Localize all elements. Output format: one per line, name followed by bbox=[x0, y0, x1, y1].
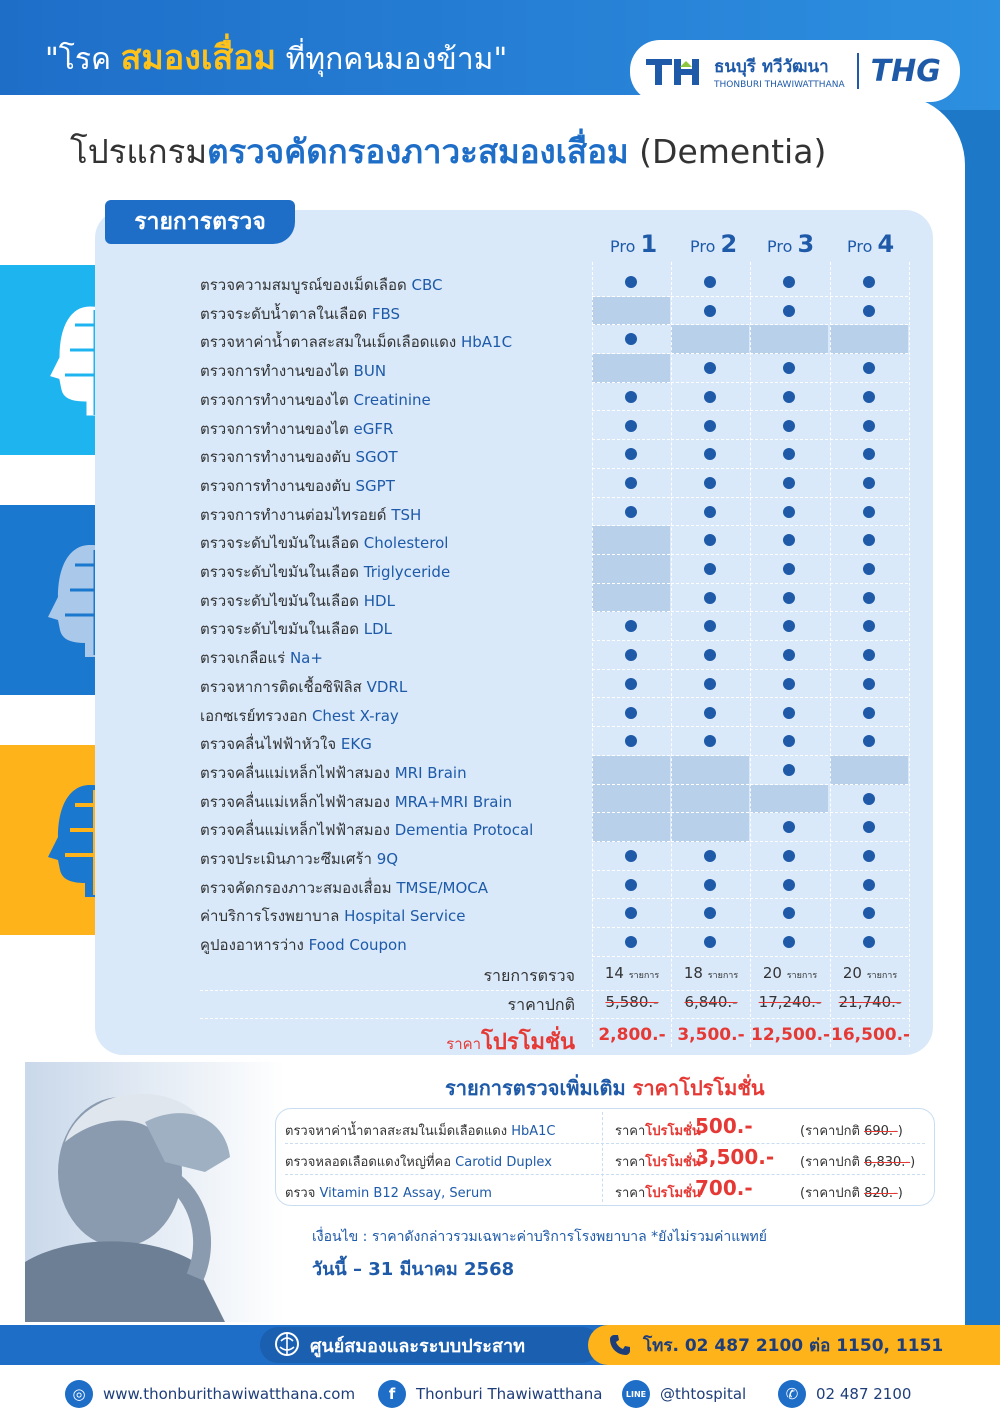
included-cell bbox=[830, 699, 908, 728]
included-cell bbox=[671, 612, 749, 641]
included-cell bbox=[750, 756, 828, 785]
included-dot bbox=[625, 735, 637, 747]
included-dot bbox=[704, 678, 716, 690]
included-cell bbox=[671, 498, 749, 527]
included-dot bbox=[625, 448, 637, 460]
included-dot bbox=[863, 735, 875, 747]
test-name: ตรวจคลื่นแม่เหล็กไฟฟ้าสมอง MRA+MRI Brain bbox=[200, 792, 513, 811]
included-dot bbox=[863, 879, 875, 891]
line-icon: LINE bbox=[622, 1380, 650, 1408]
promo-price-pro3: 12,500.- bbox=[751, 1025, 831, 1045]
table-row bbox=[200, 498, 910, 527]
phone-banner[interactable]: โทร. 02 487 2100 ต่อ 1150, 1151 bbox=[588, 1325, 1000, 1365]
included-dot bbox=[704, 448, 716, 460]
included-cell bbox=[592, 469, 670, 498]
included-cell bbox=[592, 612, 670, 641]
brain-icon bbox=[272, 1331, 302, 1359]
included-dot bbox=[783, 506, 795, 518]
table-row bbox=[200, 641, 910, 670]
included-cell bbox=[830, 670, 908, 699]
included-dot bbox=[704, 506, 716, 518]
included-dot bbox=[625, 936, 637, 948]
table-row bbox=[200, 383, 910, 412]
included-cell bbox=[592, 412, 670, 441]
promo-date: วันนี้ – 31 มีนาคม 2568 bbox=[312, 1259, 515, 1280]
column-divider bbox=[671, 262, 672, 1047]
excluded-cell bbox=[671, 756, 749, 785]
test-name: ตรวจระดับไขมันในเลือด Triglyceride bbox=[200, 563, 451, 581]
count-pro2: 18 รายการ bbox=[683, 964, 739, 982]
tel-link[interactable]: ✆ 02 487 2100 bbox=[778, 1380, 911, 1408]
included-dot bbox=[783, 592, 795, 604]
included-dot bbox=[783, 850, 795, 862]
included-cell bbox=[830, 641, 908, 670]
test-name: ตรวจการทำงานของไต eGFR bbox=[200, 419, 394, 438]
included-dot bbox=[863, 305, 875, 317]
test-name: ตรวจระดับไขมันในเลือด Cholesterol bbox=[200, 534, 449, 553]
excluded-cell bbox=[592, 526, 670, 555]
included-cell bbox=[592, 871, 670, 900]
table-row bbox=[200, 670, 910, 699]
included-cell bbox=[671, 699, 749, 728]
included-dot bbox=[704, 879, 716, 891]
included-cell bbox=[830, 297, 908, 326]
included-dot bbox=[863, 534, 875, 546]
table-row bbox=[200, 928, 910, 957]
included-dot bbox=[704, 907, 716, 919]
included-dot bbox=[704, 305, 716, 317]
included-dot bbox=[783, 448, 795, 460]
extra-item-row: ตรวจ Vitamin B12 Assay, Serum ราคาโปรโมชั่น 700.- (ราคาปกติ 820.-) bbox=[285, 1176, 903, 1201]
included-cell bbox=[830, 555, 908, 584]
column-divider bbox=[592, 262, 593, 1047]
hospital-logo bbox=[630, 40, 960, 102]
included-dot bbox=[863, 936, 875, 948]
table-row bbox=[200, 756, 910, 785]
test-name: ตรวจการทำงานของตับ SGOT bbox=[200, 448, 398, 467]
included-dot bbox=[783, 907, 795, 919]
test-name: ตรวจคลื่นแม่เหล็กไฟฟ้าสมอง Dementia Protocal bbox=[200, 821, 534, 840]
included-dot bbox=[783, 620, 795, 632]
included-cell bbox=[671, 469, 749, 498]
included-cell bbox=[750, 584, 828, 613]
table-row bbox=[200, 842, 910, 871]
included-dot bbox=[783, 764, 795, 776]
count-pro3: 20 รายการ bbox=[762, 964, 818, 982]
included-cell bbox=[671, 842, 749, 871]
column-divider bbox=[830, 262, 831, 1047]
included-cell bbox=[830, 584, 908, 613]
included-cell bbox=[750, 871, 828, 900]
table-row bbox=[200, 297, 910, 326]
phone-icon: ✆ bbox=[778, 1380, 806, 1408]
slogan-highlight: สมองเสื่อม bbox=[120, 38, 277, 78]
promo-price-pro1: 2,800.- bbox=[598, 1025, 666, 1045]
test-name: ตรวจคลื่นแม่เหล็กไฟฟ้าสมอง MRI Brain bbox=[200, 763, 467, 782]
included-cell bbox=[830, 412, 908, 441]
excluded-cell bbox=[592, 354, 670, 383]
included-cell bbox=[830, 727, 908, 756]
test-name: ตรวจการทำงานของตับ SGPT bbox=[200, 476, 395, 495]
included-cell bbox=[830, 440, 908, 469]
logo-thai-name: ธนบุรี ทวีวัฒนา bbox=[714, 56, 829, 77]
test-name: ตรวจการทำงานของไต Creatinine bbox=[200, 390, 431, 409]
included-dot bbox=[625, 850, 637, 862]
test-name: ตรวจคัดกรองภาวะสมองเสื่อม TMSE/MOCA bbox=[200, 878, 489, 897]
included-dot bbox=[704, 391, 716, 403]
count-label: รายการตรวจ bbox=[483, 966, 575, 985]
table-row bbox=[200, 699, 910, 728]
included-cell bbox=[830, 842, 908, 871]
included-cell bbox=[750, 555, 828, 584]
section-label: รายการตรวจ bbox=[105, 200, 295, 244]
included-cell bbox=[671, 555, 749, 584]
extra-section-title: รายการตรวจเพิ่มเติม ราคาโปรโมชั่น bbox=[445, 1076, 765, 1100]
elderly-man-photo bbox=[25, 1062, 285, 1322]
test-name: ตรวจเกลือแร่ Na+ bbox=[200, 649, 323, 668]
included-dot bbox=[704, 850, 716, 862]
included-dot bbox=[704, 563, 716, 575]
included-cell bbox=[830, 612, 908, 641]
included-dot bbox=[863, 592, 875, 604]
excluded-cell bbox=[592, 785, 670, 814]
included-dot bbox=[625, 678, 637, 690]
included-cell bbox=[750, 641, 828, 670]
included-cell bbox=[750, 469, 828, 498]
included-cell bbox=[671, 584, 749, 613]
table-row bbox=[200, 354, 910, 383]
excluded-cell bbox=[671, 785, 749, 814]
included-dot bbox=[863, 391, 875, 403]
included-cell bbox=[750, 412, 828, 441]
included-cell bbox=[750, 928, 828, 957]
included-dot bbox=[625, 649, 637, 661]
test-name: ตรวจประเมินภาวะซึมเศร้า 9Q bbox=[200, 850, 399, 868]
included-dot bbox=[863, 907, 875, 919]
included-cell bbox=[671, 871, 749, 900]
included-dot bbox=[704, 735, 716, 747]
excluded-cell bbox=[750, 325, 828, 354]
included-cell bbox=[830, 899, 908, 928]
test-name: ตรวจความสมบูรณ์ของเม็ดเลือด CBC bbox=[200, 276, 443, 294]
included-dot bbox=[863, 821, 875, 833]
included-cell bbox=[830, 871, 908, 900]
column-divider bbox=[750, 262, 751, 1047]
table-row bbox=[200, 899, 910, 928]
test-name: ตรวจระดับไขมันในเลือด HDL bbox=[200, 591, 395, 610]
thg-logo: THG bbox=[870, 53, 941, 89]
table-row bbox=[200, 555, 910, 584]
included-dot bbox=[863, 362, 875, 374]
included-dot bbox=[863, 793, 875, 805]
extra-item-row: ตรวจหลอดเลือดแดงใหญ่ที่คอ Carotid Duplex ราคาโปรโมชั่น 3,500.- (ราคาปกติ 6,830.-) bbox=[285, 1145, 916, 1170]
included-cell bbox=[592, 670, 670, 699]
excluded-cell bbox=[592, 813, 670, 842]
included-dot bbox=[783, 649, 795, 661]
included-dot bbox=[783, 936, 795, 948]
extra-promo-price: 500.- bbox=[695, 1114, 753, 1138]
included-cell bbox=[592, 727, 670, 756]
table-row bbox=[200, 412, 910, 441]
included-dot bbox=[625, 506, 637, 518]
test-name: ค่าบริการโรงพยาบาล Hospital Service bbox=[200, 907, 466, 926]
included-cell bbox=[750, 842, 828, 871]
included-cell bbox=[830, 268, 908, 297]
normal-price-pro2: 6,840.- bbox=[684, 993, 738, 1011]
excluded-cell bbox=[830, 756, 908, 785]
included-cell bbox=[750, 727, 828, 756]
excluded-cell bbox=[592, 584, 670, 613]
included-cell bbox=[592, 440, 670, 469]
column-header-pro4: Pro 4 bbox=[847, 230, 895, 258]
count-pro1: 14 รายการ bbox=[604, 964, 660, 982]
included-cell bbox=[592, 842, 670, 871]
included-dot bbox=[783, 305, 795, 317]
included-cell bbox=[830, 383, 908, 412]
excluded-cell bbox=[671, 325, 749, 354]
included-dot bbox=[783, 477, 795, 489]
included-cell bbox=[830, 354, 908, 383]
test-name: ตรวจการทำงานต่อมไทรอยด์ TSH bbox=[200, 505, 422, 524]
normal-price-pro3: 17,240.- bbox=[758, 993, 822, 1011]
extra-promo-price: 700.- bbox=[695, 1176, 753, 1200]
column-header-pro1: Pro 1 bbox=[610, 230, 658, 258]
included-dot bbox=[704, 620, 716, 632]
included-cell bbox=[671, 268, 749, 297]
table-row bbox=[200, 325, 910, 354]
test-name: ตรวจการทำงานของไต BUN bbox=[200, 362, 387, 381]
column-divider bbox=[909, 262, 910, 1047]
included-dot bbox=[625, 276, 637, 288]
excluded-cell bbox=[592, 756, 670, 785]
table-row bbox=[200, 526, 910, 555]
included-dot bbox=[625, 477, 637, 489]
included-cell bbox=[592, 325, 670, 354]
included-cell bbox=[750, 813, 828, 842]
included-cell bbox=[671, 440, 749, 469]
included-cell bbox=[750, 526, 828, 555]
included-dot bbox=[625, 333, 637, 345]
normal-price-pro1: 5,580.- bbox=[605, 993, 659, 1011]
included-cell bbox=[830, 526, 908, 555]
included-cell bbox=[750, 498, 828, 527]
included-cell bbox=[830, 498, 908, 527]
included-cell bbox=[671, 412, 749, 441]
line-link[interactable]: LINE @thtospital bbox=[622, 1380, 746, 1408]
included-dot bbox=[625, 707, 637, 719]
included-dot bbox=[863, 620, 875, 632]
included-cell bbox=[592, 641, 670, 670]
included-dot bbox=[783, 821, 795, 833]
included-cell bbox=[592, 498, 670, 527]
included-dot bbox=[863, 276, 875, 288]
included-cell bbox=[671, 354, 749, 383]
included-cell bbox=[830, 469, 908, 498]
included-dot bbox=[863, 563, 875, 575]
included-cell bbox=[750, 354, 828, 383]
table-row bbox=[200, 612, 910, 641]
included-cell bbox=[592, 899, 670, 928]
column-header-pro2: Pro 2 bbox=[690, 230, 738, 258]
included-dot bbox=[704, 649, 716, 661]
facebook-icon: f bbox=[378, 1380, 406, 1408]
included-dot bbox=[704, 276, 716, 288]
globe-icon: ◎ bbox=[65, 1380, 93, 1408]
slogan: "โรค สมองเสื่อม ที่ทุกคนมองข้าม" bbox=[45, 38, 508, 78]
included-cell bbox=[750, 383, 828, 412]
facebook-link[interactable]: f Thonburi Thawiwatthana bbox=[378, 1380, 602, 1408]
included-dot bbox=[704, 362, 716, 374]
table-row bbox=[200, 727, 910, 756]
included-cell bbox=[671, 727, 749, 756]
included-dot bbox=[863, 707, 875, 719]
included-cell bbox=[671, 670, 749, 699]
included-dot bbox=[625, 879, 637, 891]
included-cell bbox=[830, 928, 908, 957]
table-row bbox=[200, 813, 910, 842]
included-cell bbox=[592, 928, 670, 957]
included-cell bbox=[671, 641, 749, 670]
included-dot bbox=[625, 391, 637, 403]
count-pro4: 20 รายการ bbox=[842, 964, 898, 982]
phone-icon bbox=[608, 1333, 632, 1357]
included-cell bbox=[671, 383, 749, 412]
excluded-cell bbox=[592, 555, 670, 584]
column-header-pro3: Pro 3 bbox=[767, 230, 815, 258]
included-dot bbox=[625, 420, 637, 432]
row-divider bbox=[200, 1018, 910, 1019]
table-row bbox=[200, 440, 910, 469]
included-cell bbox=[750, 297, 828, 326]
included-cell bbox=[830, 813, 908, 842]
included-dot bbox=[704, 592, 716, 604]
brain-center-badge: ศูนย์สมองและระบบประสาท bbox=[260, 1327, 600, 1363]
promo-price-label: ราคาโปรโมชั่น bbox=[446, 1030, 575, 1055]
table-row bbox=[200, 268, 910, 297]
included-cell bbox=[750, 899, 828, 928]
included-dot bbox=[863, 477, 875, 489]
page-title: โปรแกรมตรวจคัดกรองภาวะสมองเสื่อม (Dementia) bbox=[70, 132, 827, 171]
normal-price-label: ราคาปกติ bbox=[507, 995, 575, 1014]
test-name: ตรวจระดับไขมันในเลือด LDL bbox=[200, 620, 393, 639]
excluded-cell bbox=[750, 785, 828, 814]
excluded-cell bbox=[830, 325, 908, 354]
included-cell bbox=[750, 268, 828, 297]
table-row bbox=[200, 871, 910, 900]
included-dot bbox=[783, 707, 795, 719]
included-dot bbox=[863, 448, 875, 460]
row-divider bbox=[200, 990, 910, 991]
included-dot bbox=[783, 735, 795, 747]
website-link[interactable]: ◎ www.thonburithawiwatthana.com bbox=[65, 1380, 355, 1408]
included-cell bbox=[750, 612, 828, 641]
included-dot bbox=[783, 563, 795, 575]
included-cell bbox=[750, 670, 828, 699]
included-cell bbox=[671, 928, 749, 957]
conditions-text: เงื่อนไข : ราคาดังกล่าวรวมเฉพาะค่าบริการโรงพยาบาล *ยังไม่รวมค่าแพทย์ bbox=[312, 1229, 767, 1245]
logo-english-name: THONBURI THAWIWATTHANA bbox=[714, 79, 845, 90]
test-name: เอกซเรย์ทรวงอก Chest X-ray bbox=[200, 706, 399, 725]
included-dot bbox=[783, 678, 795, 690]
included-dot bbox=[783, 391, 795, 403]
included-dot bbox=[704, 477, 716, 489]
test-name: ตรวจหาการติดเชื้อซิฟิลิส VDRL bbox=[200, 677, 408, 696]
included-dot bbox=[863, 649, 875, 661]
included-dot bbox=[863, 506, 875, 518]
test-name: คูปองอาหารว่าง Food Coupon bbox=[200, 936, 407, 955]
included-cell bbox=[671, 526, 749, 555]
included-dot bbox=[863, 850, 875, 862]
extra-promo-price: 3,500.- bbox=[695, 1145, 775, 1169]
included-dot bbox=[863, 420, 875, 432]
th-logo-icon bbox=[644, 53, 704, 89]
test-name: ตรวจระดับน้ำตาลในเลือด FBS bbox=[200, 304, 401, 323]
test-name: ตรวจคลื่นไฟฟ้าหัวใจ EKG bbox=[200, 735, 372, 754]
promo-price-pro2: 3,500.- bbox=[677, 1025, 745, 1045]
excluded-cell bbox=[592, 297, 670, 326]
included-cell bbox=[592, 268, 670, 297]
included-dot bbox=[704, 420, 716, 432]
included-dot bbox=[704, 707, 716, 719]
logo-divider bbox=[857, 53, 859, 89]
normal-price-pro4: 21,740.- bbox=[838, 993, 902, 1011]
included-dot bbox=[783, 276, 795, 288]
included-dot bbox=[863, 678, 875, 690]
table-row bbox=[200, 584, 910, 613]
included-dot bbox=[625, 620, 637, 632]
included-cell bbox=[750, 699, 828, 728]
included-dot bbox=[783, 534, 795, 546]
extra-item-row: ตรวจหาค่าน้ำตาลสะสมในเม็ดเลือดแดง HbA1C ราคาโปรโมชั่น 500.- (ราคาปกติ 690.-) bbox=[285, 1114, 903, 1139]
included-cell bbox=[750, 440, 828, 469]
included-dot bbox=[783, 420, 795, 432]
included-cell bbox=[671, 899, 749, 928]
included-dot bbox=[704, 936, 716, 948]
included-cell bbox=[592, 383, 670, 412]
promo-price-pro4: 16,500.- bbox=[831, 1025, 911, 1045]
test-name: ตรวจหาค่าน้ำตาลสะสมในเม็ดเลือดแดง HbA1C bbox=[200, 333, 513, 352]
table-row bbox=[200, 785, 910, 814]
included-dot bbox=[625, 907, 637, 919]
excluded-cell bbox=[671, 813, 749, 842]
included-cell bbox=[592, 699, 670, 728]
table-row bbox=[200, 469, 910, 498]
included-dot bbox=[783, 362, 795, 374]
included-cell bbox=[671, 297, 749, 326]
included-cell bbox=[830, 785, 908, 814]
included-dot bbox=[704, 534, 716, 546]
included-dot bbox=[783, 879, 795, 891]
